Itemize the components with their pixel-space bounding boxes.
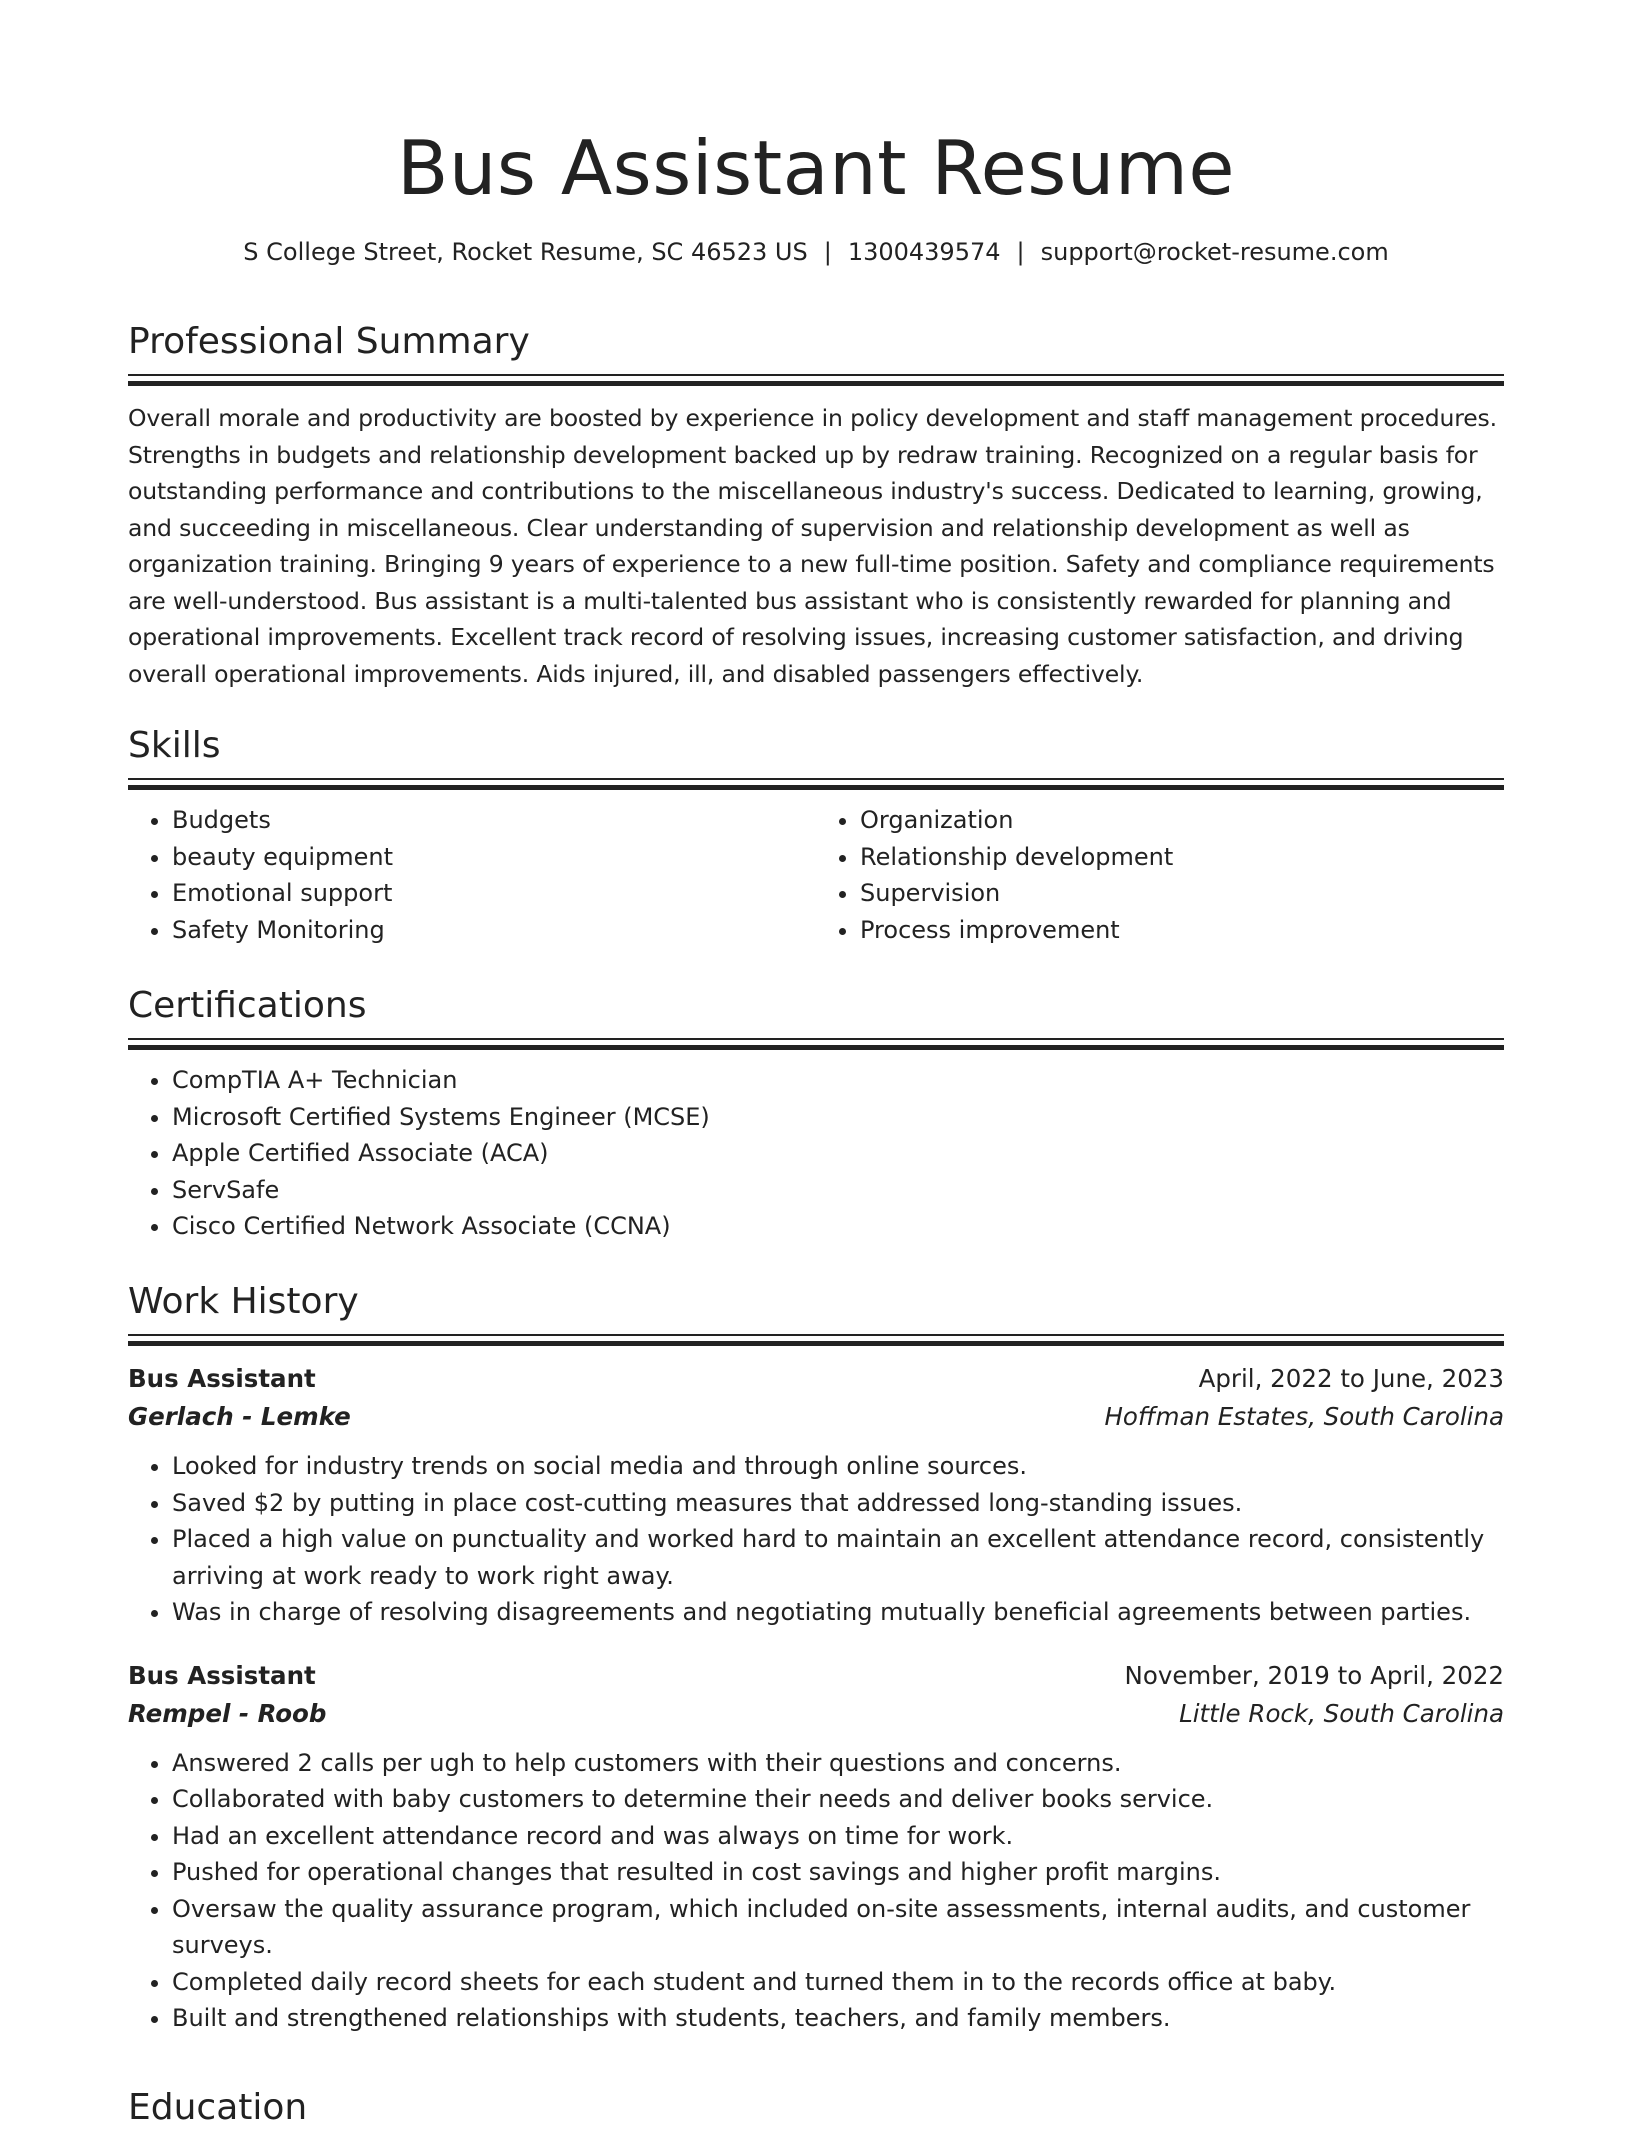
work-history-section [128,1280,1504,2037]
job-bullets [128,1448,1504,1631]
contact-email: support@rocket-resume.com [1040,238,1389,266]
resume-title: Bus Assistant Resume [396,124,1236,212]
professional-summary-section [128,320,1504,692]
job-bullet: • Answered 2 calls per ugh to help customers with their questions and concerns. [172,1745,1504,1782]
contact-phone: 1300439574 [847,238,1001,266]
job-bullet: • Oversaw the quality assurance program, which included on-site assessments, internal audits, and customer surveys. [172,1891,1504,1964]
section-divider [128,1334,1504,1348]
job-dates: April, 2022 to June, 2023 [1198,1364,1504,1393]
job-header [128,1360,1504,1398]
contact-separator: | [823,238,832,266]
section-divider [128,374,1504,388]
job-bullet: • Had an excellent attendance record and was always on time for work. [172,1818,1504,1855]
section-heading: Skills [128,725,221,766]
job-bullets [128,1745,1504,2037]
job-location: Hoffman Estates, South Carolina [1104,1402,1504,1431]
skills-list-left [128,802,816,948]
section-heading: Education [128,2087,308,2128]
certification-item: • Cisco Certified Network Associate (CCNA) [172,1208,1504,1245]
job-title: Bus Assistant [128,1660,316,1690]
skills-list-right [816,802,1504,948]
job-title: Bus Assistant [128,1364,316,1393]
job-bullet: • Saved $2 by putting in place cost-cutting measures that addressed long-standing issues. [172,1485,1504,1522]
job-bullet: • Built and strengthened relationships with students, teachers, and family members. [172,2000,1504,2037]
job-company: Gerlach - Lemke [128,1402,351,1431]
certification-item: • CompTIA A+ Technician [172,1062,1504,1099]
skill-item: • Budgets [172,802,816,839]
section-heading: Certifications [128,985,367,1026]
job-subheader [128,1695,1504,1733]
contact-address: S College Street, Rocket Resume, SC 46523 US [243,238,808,266]
skill-item: • Organization [860,802,1504,839]
education-section [128,2086,1504,2130]
job-dates: November, 2019 to April, 2022 [1124,1660,1504,1690]
job-header [128,1657,1504,1695]
job-subheader [128,1398,1504,1436]
certification-item: • Apple Certified Associate (ACA) [172,1135,1504,1172]
skill-item: • Process improvement [860,912,1504,949]
section-heading: Work History [128,1281,359,1322]
job-bullet: • Looked for industry trends on social media and through online sources. [172,1448,1504,1485]
contact-separator: | [1016,238,1025,266]
certifications-section [128,984,1504,1245]
contact-line [128,236,1504,268]
skill-item: • Emotional support [172,875,816,912]
skill-item: • Safety Monitoring [172,912,816,949]
certifications-list [128,1062,1504,1245]
skill-item: • Supervision [860,875,1504,912]
section-heading: Professional Summary [128,321,530,362]
skill-item: • Relationship development [860,839,1504,876]
job-bullet: • Collaborated with baby customers to determine their needs and deliver books service. [172,1781,1504,1818]
job-bullet: • Was in charge of resolving disagreements and negotiating mutually beneficial agreements between parties. [172,1594,1504,1631]
summary-text: Overall morale and productivity are boosted by experience in policy development and staff management procedures. Strengths in budgets and relationship development backed up by redraw training. Recognized on a regular basis for outstanding performance and contributions to the miscellaneous industry's success. Dedicated to learning, growing, and succeeding in miscellaneous. Clear understanding of supervision and relationship development as well as organization training. Bringing 9 years of experience to a new full-time position. Safety and compliance requirements are well-understood. Bus assistant is a multi-talented bus assistant who is consistently rewarded for planning and operational improvements. Excellent track record of resolving issues, increasing customer satisfaction, and driving overall operational improvements. Aids injured, ill, and disabled passengers effectively. [128,404,1497,688]
job-bullet: • Pushed for operational changes that resulted in cost savings and higher profit margins. [172,1854,1504,1891]
section-divider [128,778,1504,792]
job-location: Little Rock, South Carolina [1179,1698,1504,1728]
skill-item: • beauty equipment [172,839,816,876]
job-company: Rempel - Roob [128,1698,327,1728]
skills-columns [128,802,1504,948]
job-entry [128,1360,1504,1631]
certification-item: • Microsoft Certified Systems Engineer (MCSE) [172,1099,1504,1136]
job-entry [128,1657,1504,2037]
resume-page [128,0,1504,2128]
skills-section [128,724,1504,948]
job-bullet: • Completed daily record sheets for each student and turned them in to the records office at baby. [172,1964,1504,2001]
certification-item: • ServSafe [172,1172,1504,1209]
section-divider [128,1038,1504,1052]
job-bullet: • Placed a high value on punctuality and worked hard to maintain an excellent attendance record, consistently arriving at work ready to work right away. [172,1521,1504,1594]
